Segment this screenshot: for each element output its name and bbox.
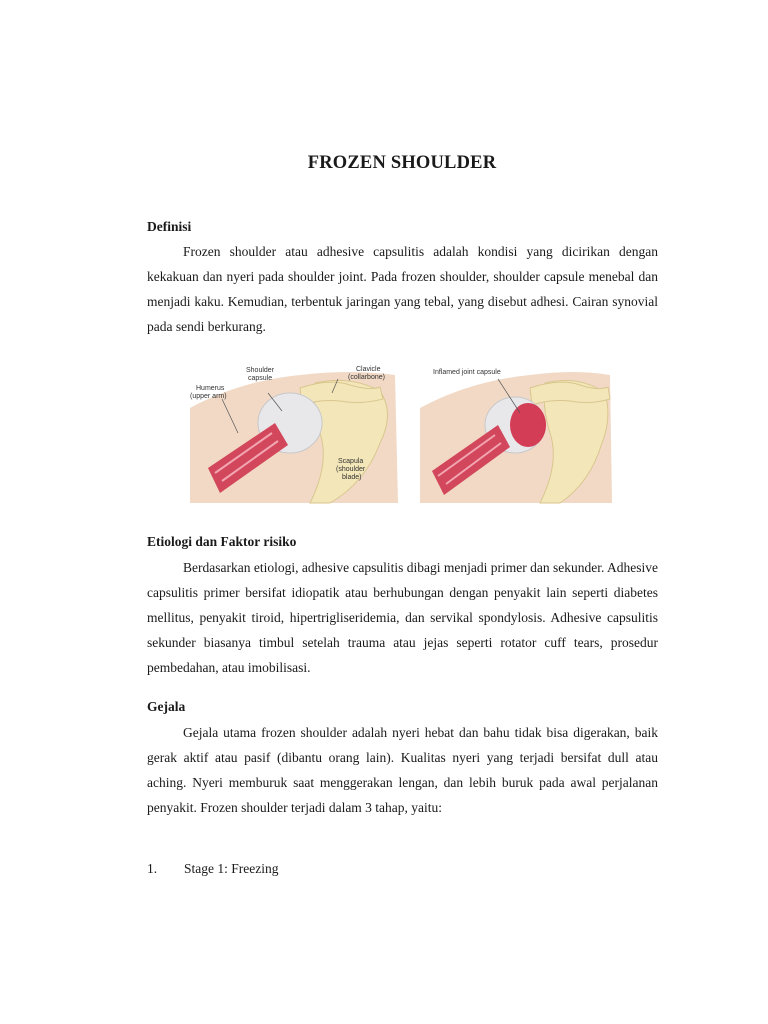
label-shoulder-capsule-1: Shoulder (246, 367, 275, 374)
label-humerus-2: (upper arm) (190, 393, 227, 400)
section-heading-definisi: Definisi (147, 219, 192, 234)
document-title: FROZEN SHOULDER (307, 153, 497, 173)
section-heading-etiologi: Etiologi dan Faktor risiko (147, 534, 297, 549)
label-clavicle-1: Clavicle (356, 366, 381, 373)
section-text-etiologi: Berdasarkan etiologi, adhesive capsulitis dibagi menjadi primer dan sekunder. Adhesive capsulitis primer bersifat idiopatik atau berhubungan dengan penyakit lain seperti diabetes mellitus, penyakit tiroid, hipertrigliseridemia, dan servikal spondylosis. Adhesive capsulitis sekunder biasanya timbul setelah trauma atau jejas seperti rotator cuff tears, prosedur pembedahan, atau imobilisasi. (147, 560, 658, 675)
label-scapula-3: blade) (342, 474, 362, 481)
label-scapula-2: (shoulder (336, 466, 366, 473)
list-item-text: Stage 1: Freezing (184, 861, 279, 876)
frozen-shoulder-illustration (420, 369, 612, 503)
normal-shoulder-illustration (190, 366, 398, 503)
label-clavicle-2: (collarbone) (348, 374, 385, 381)
shoulder-anatomy-figure (180, 353, 620, 513)
list-item-number: 1. (147, 861, 158, 876)
label-humerus-1: Humerus (196, 385, 225, 392)
label-scapula-1: Scapula (338, 458, 364, 465)
label-shoulder-capsule-2: capsule (248, 375, 273, 382)
section-heading-gejala: Gejala (147, 699, 186, 714)
label-inflamed-capsule: Inflamed joint capsule (433, 369, 501, 376)
section-text-definisi: Frozen shoulder atau adhesive capsulitis adalah kondisi yang dicirikan dengan kekakuan dan nyeri pada shoulder joint. Pada frozen shoulder, shoulder capsule menebal dan menjadi kaku. Kemudian, terbentuk jaringan yang tebal, yang disebut adhesi. Cairan synovial pada sendi berkurang. (147, 244, 658, 334)
section-text-gejala: Gejala utama frozen shoulder adalah nyeri hebat dan bahu tidak bisa digerakan, baik gerak aktif atau pasif (dibantu orang lain). Kualitas nyeri yang terjadi bersifat dull atau aching. Nyeri memburuk saat menggerakan lengan, dan lebih buruk pada awal perjalanan penyakit. Frozen shoulder terjadi dalam 3 tahap, yaitu: (147, 725, 658, 815)
